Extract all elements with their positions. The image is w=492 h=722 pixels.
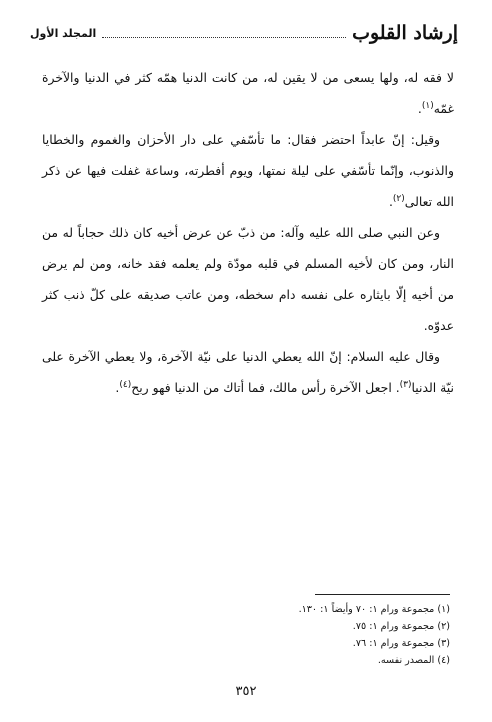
paragraph-text-continued: . اجعل الآخرة رأس مالك، فما أتاك من الدنيا فهو ربح xyxy=(131,380,400,395)
footnote: (١) مجموعة ورام ١: ٧٠ وأيضاً ١: ١٣٠. xyxy=(298,604,450,615)
running-header xyxy=(30,18,458,48)
footnote-ref: (٤) xyxy=(119,379,132,390)
footnotes xyxy=(38,601,450,669)
page-number: ٣٥٢ xyxy=(235,684,257,699)
volume-label: المجلد الأول xyxy=(30,26,97,40)
paragraph-end: . xyxy=(115,380,120,395)
header-dotted-leader xyxy=(102,29,346,38)
paragraph-end: . xyxy=(417,101,422,116)
footnote: (٤) المصدر نفسه. xyxy=(377,655,450,666)
paragraph-text: وقيل: إنّ عابداً احتضر فقال: ما تأسّفي على دار الأحزان والغموم والخطايا والذنوب، وإنّما تأسّفي على ليلة نمتها، ويوم أفطرته، وساعة غفلت فيها عن ذكر الله تعالى xyxy=(42,132,454,209)
footnote-ref: (٢) xyxy=(392,193,405,204)
paragraph xyxy=(42,341,454,403)
paragraph-text: وعن النبي صلى الله عليه وآله: من ذبّ عن عرض أخيه كان ذلك حجاباً له من النار، ومن كان لأخيه المسلم في قلبه مودّة ولم يعلمه فقد خانه، ومن لم يرض من أخيه إلّا بايثاره على نفسه دام سخطه، ومن عاتب صديقه على كلّ ذنب كثر عدوّه. xyxy=(42,225,454,333)
footnote: (٢) مجموعة ورام ١: ٧٥. xyxy=(352,621,450,632)
footnote-ref: (٣) xyxy=(399,379,412,390)
paragraph-end: . xyxy=(388,194,393,209)
footnote-separator xyxy=(315,594,450,595)
paragraph xyxy=(42,124,454,217)
book-title: إرشاد القلوب xyxy=(352,22,458,44)
paragraph xyxy=(42,217,454,341)
footnote-ref: (١) xyxy=(421,100,434,111)
main-text xyxy=(42,62,454,403)
paragraph-text: لا فقه له، ولها يسعى من لا يقين له، من كانت الدنيا همّه كثر في الدنيا والآخرة غمّه xyxy=(42,70,454,116)
paragraph xyxy=(42,62,454,124)
paragraph-text: وقال عليه السلام: إنّ الله يعطي الدنيا على نيّة الآخرة، ولا يعطي الآخرة على نيّة الدنيا xyxy=(42,349,454,395)
footnote: (٣) مجموعة ورام ١: ٧٦. xyxy=(352,638,450,649)
